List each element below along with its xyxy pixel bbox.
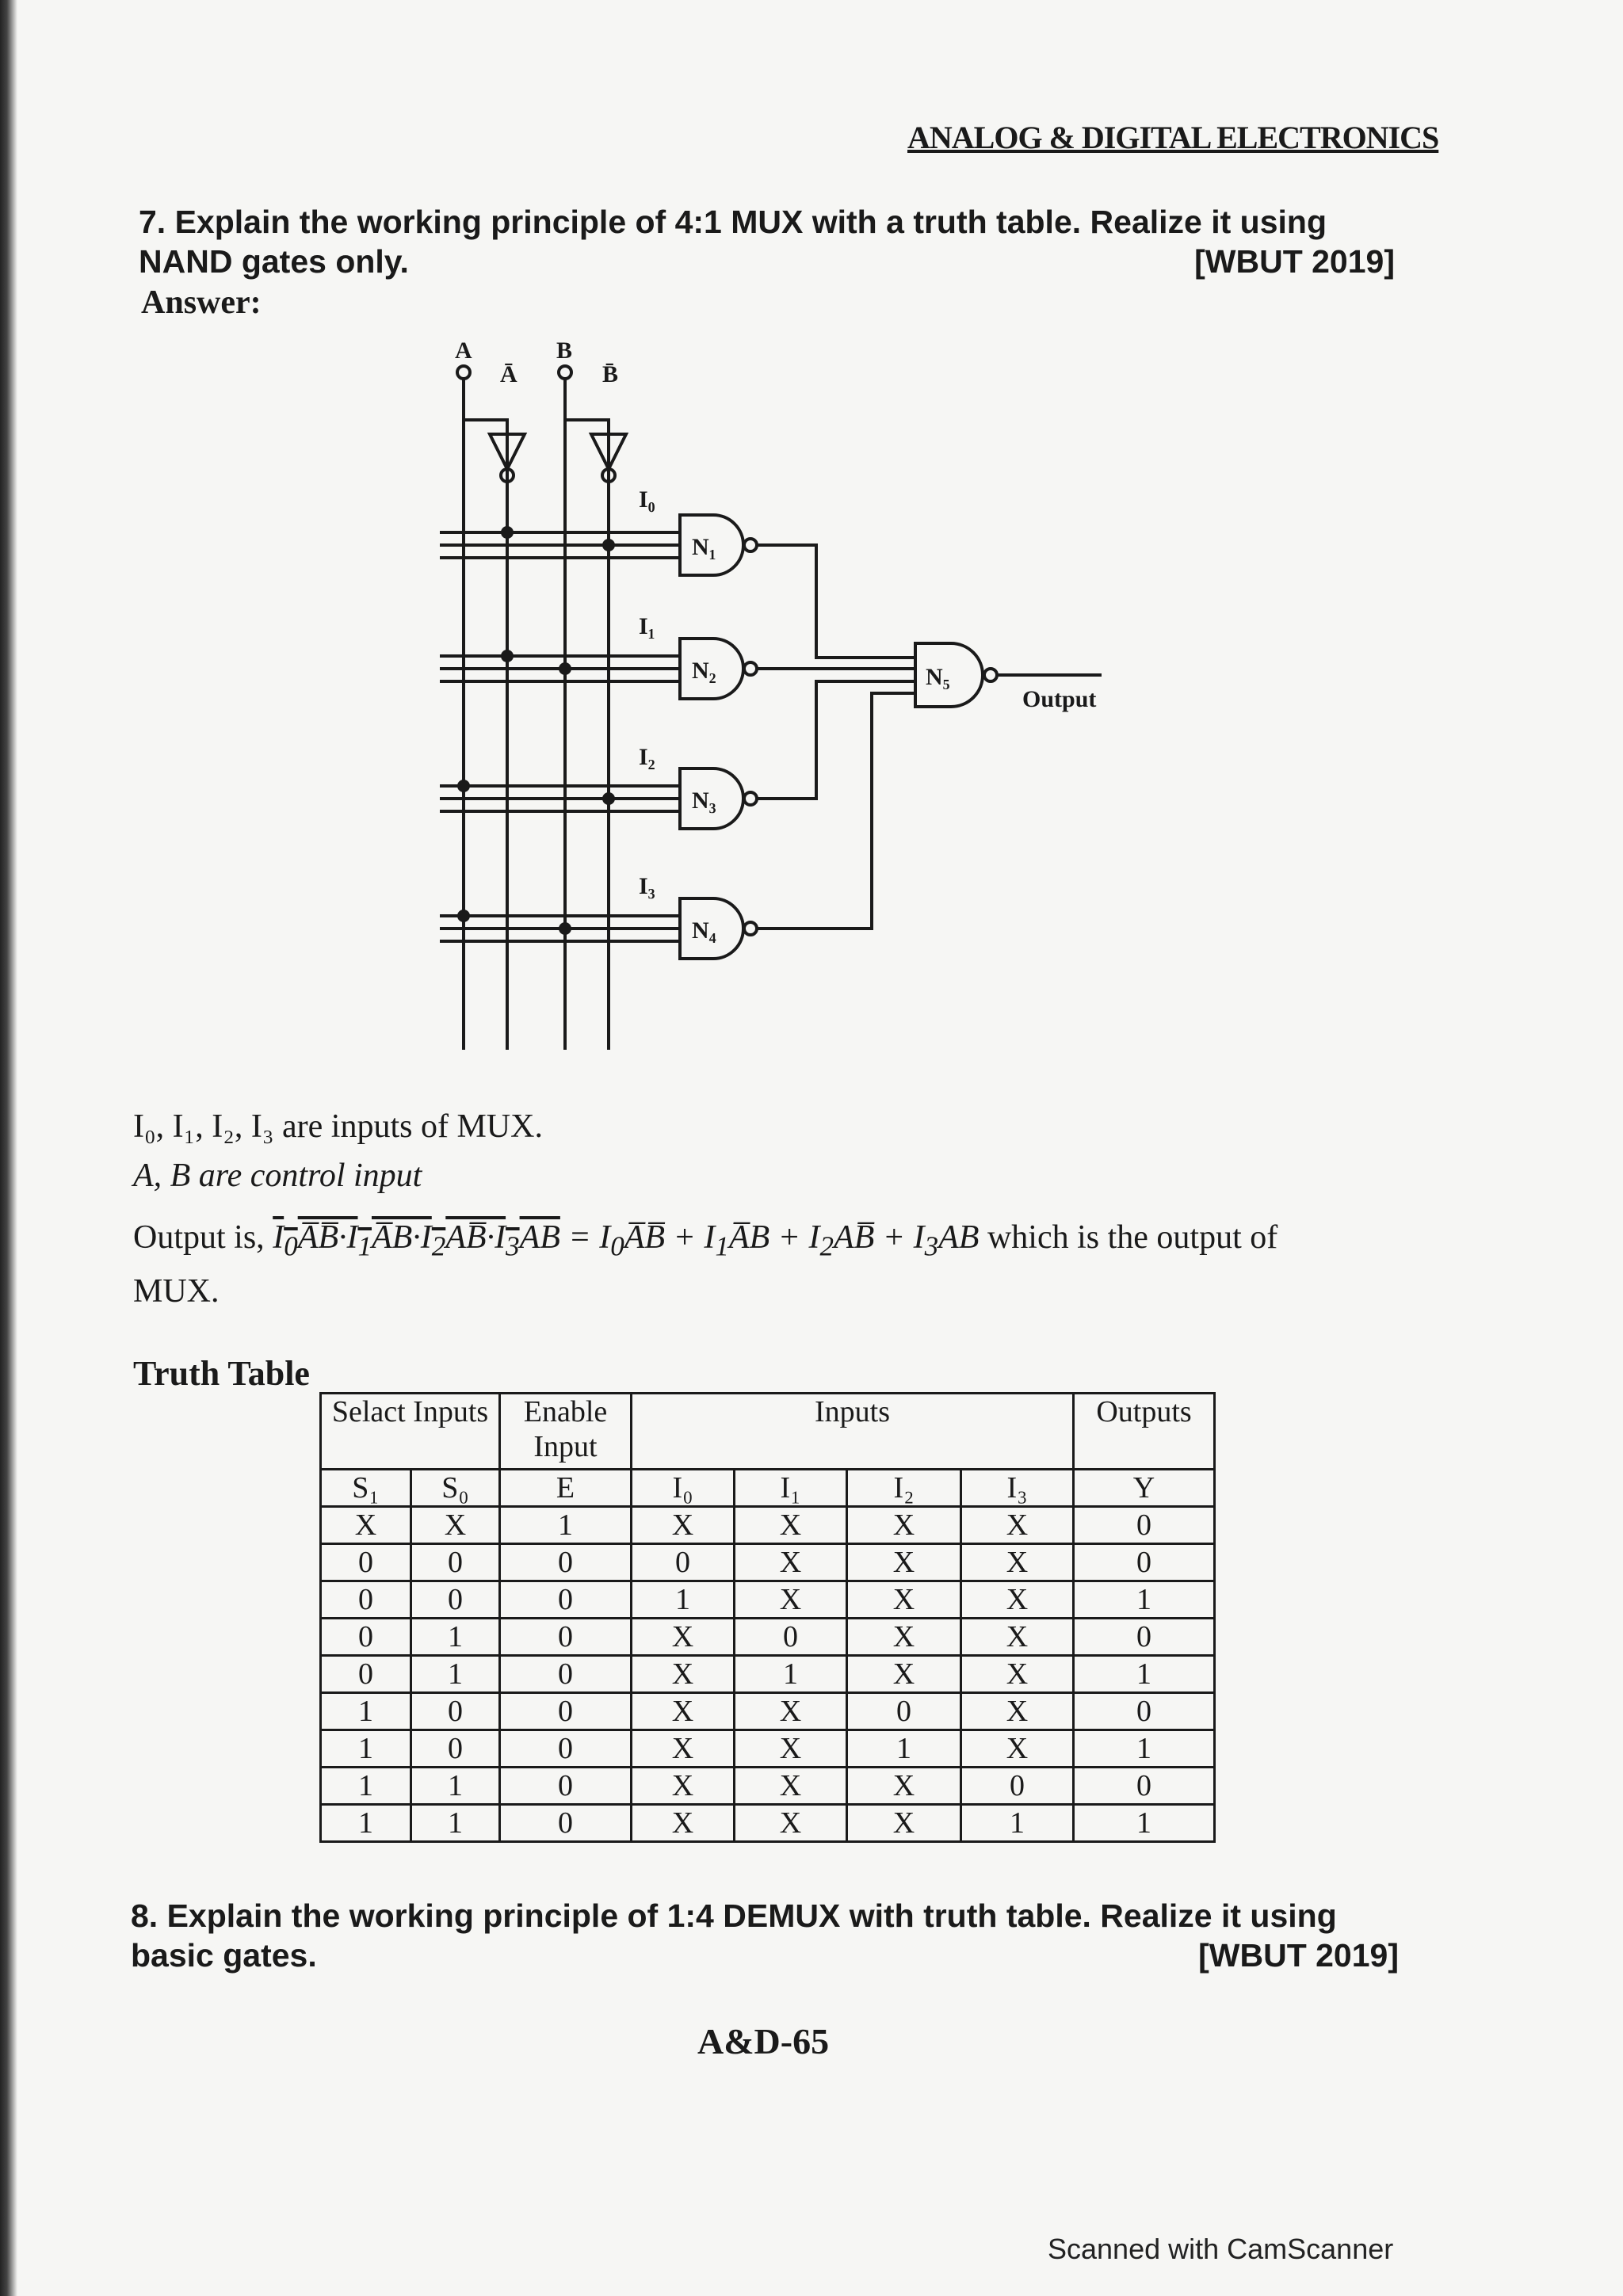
table-cell: 1 (1074, 1805, 1215, 1842)
truth-table (319, 1392, 1216, 1843)
label-i0: I₀ (639, 486, 655, 513)
truth-table-title: Truth Table (133, 1354, 310, 1393)
table-cell: X (411, 1507, 500, 1544)
output-formula: $I_0A̅B̅\cdot I_1A̅B\cdot I_2AB̅\cdot I_3AB$ = $I_0A̅B̅$ + $I_1A̅B$ + $I_2AB̅ + I_3AB$ (273, 1219, 980, 1262)
table-cell: X (961, 1656, 1074, 1693)
table-cell: X (735, 1581, 847, 1619)
table-cell: X (735, 1768, 847, 1805)
table-cell: 0 (321, 1619, 411, 1656)
table-cell: 0 (632, 1544, 735, 1581)
table-cell: X (961, 1730, 1074, 1768)
table-cell: 1 (411, 1619, 500, 1656)
label-a: A (455, 338, 472, 364)
question-7-line1: 7. Explain the working principle of 4:1 MUX with a truth table. Realize it using (139, 204, 1327, 240)
label-i3: I₃ (639, 873, 655, 899)
table-cell: X (847, 1507, 961, 1544)
table-cell: 0 (411, 1544, 500, 1581)
table-cell: 0 (321, 1656, 411, 1693)
col-i0: I₀ (632, 1470, 735, 1507)
table-cell: 0 (1074, 1693, 1215, 1730)
table-cell: 1 (411, 1656, 500, 1693)
table-row (321, 1730, 1215, 1768)
table-cell: 1 (1074, 1730, 1215, 1768)
table-cell: 1 (321, 1730, 411, 1768)
table-cell: X (321, 1507, 411, 1544)
text-output-line (133, 1219, 1401, 1262)
table-cell: 1 (847, 1730, 961, 1768)
table-cell: X (632, 1656, 735, 1693)
running-header: ANALOG & DIGITAL ELECTRONICS (907, 120, 1439, 155)
text-mux-line: MUX. (133, 1273, 220, 1310)
table-cell: 1 (632, 1581, 735, 1619)
table-cell: 0 (500, 1768, 632, 1805)
table-cell: 0 (500, 1693, 632, 1730)
label-b-bar: B̄ (602, 361, 619, 387)
table-row (321, 1693, 1215, 1730)
table-row (321, 1544, 1215, 1581)
table-cell: X (961, 1581, 1074, 1619)
label-n1: N₁ (692, 534, 716, 560)
table-cell: 0 (500, 1581, 632, 1619)
mux-circuit-diagram (0, 0, 1623, 1077)
table-cell: X (961, 1544, 1074, 1581)
table-cell: 1 (321, 1693, 411, 1730)
header-inputs: Inputs (632, 1394, 1074, 1470)
table-row (321, 1768, 1215, 1805)
table-cell: X (632, 1693, 735, 1730)
table-cell: 0 (411, 1581, 500, 1619)
table-cell: X (961, 1693, 1074, 1730)
table-cell: 1 (411, 1805, 500, 1842)
label-b: B (556, 338, 573, 364)
table-cell: 1 (1074, 1581, 1215, 1619)
table-cell: 0 (1074, 1544, 1215, 1581)
output-suffix: which is the output of (987, 1219, 1278, 1256)
answer-label: Answer: (141, 284, 262, 321)
table-cell: 1 (1074, 1656, 1215, 1693)
table-cell: X (847, 1805, 961, 1842)
table-row (321, 1619, 1215, 1656)
table-cell: 0 (500, 1730, 632, 1768)
label-n4: N₄ (692, 917, 716, 944)
table-cell: 1 (500, 1507, 632, 1544)
table-cell: 0 (321, 1544, 411, 1581)
table-cell: 0 (321, 1581, 411, 1619)
table-cell: X (735, 1507, 847, 1544)
table-cell: X (632, 1619, 735, 1656)
table-cell: X (847, 1544, 961, 1581)
text-inputs-line: I₀, I₁, I₂, I₃ are inputs of MUX. (133, 1108, 543, 1145)
table-cell: X (735, 1730, 847, 1768)
table-cell: 1 (735, 1656, 847, 1693)
header-enable-input: Enable Input (500, 1394, 632, 1470)
table-cell: 0 (500, 1544, 632, 1581)
label-n3: N₃ (692, 788, 716, 814)
scanner-watermark: Scanned with CamScanner (1048, 2233, 1394, 2265)
question-8-line2: basic gates. (131, 1937, 317, 1974)
table-cell: X (847, 1581, 961, 1619)
table-cell: X (735, 1805, 847, 1842)
text-control-line: A, B are control input (133, 1158, 422, 1194)
table-cell: X (735, 1544, 847, 1581)
table-cell: 0 (411, 1730, 500, 1768)
table-cell: 1 (321, 1805, 411, 1842)
table-cell: 0 (500, 1805, 632, 1842)
table-cell: 0 (1074, 1507, 1215, 1544)
table-cell: 1 (321, 1768, 411, 1805)
table-cell: X (632, 1507, 735, 1544)
col-y: Y (1074, 1470, 1215, 1507)
label-i1: I₁ (639, 613, 655, 639)
label-i2: I₂ (639, 744, 655, 770)
table-cell: 0 (847, 1693, 961, 1730)
col-i3: I₃ (961, 1470, 1074, 1507)
table-cell: X (632, 1730, 735, 1768)
table-cell: 1 (411, 1768, 500, 1805)
col-e: E (500, 1470, 632, 1507)
col-i1: I₁ (735, 1470, 847, 1507)
table-column-header-row (321, 1470, 1215, 1507)
question-8-ref: [WBUT 2019] (1198, 1937, 1399, 1974)
output-prefix: Output is, (133, 1219, 265, 1256)
label-a-bar: Ā (500, 361, 517, 387)
table-cell: X (632, 1805, 735, 1842)
page-number: A&D-65 (697, 2021, 830, 2061)
col-i2: I₂ (847, 1470, 961, 1507)
table-cell: 0 (500, 1619, 632, 1656)
table-cell: 0 (500, 1656, 632, 1693)
table-cell: 1 (961, 1805, 1074, 1842)
table-cell: X (961, 1619, 1074, 1656)
table-cell: X (961, 1507, 1074, 1544)
table-row (321, 1805, 1215, 1842)
table-cell: X (847, 1768, 961, 1805)
terminal-a (457, 366, 470, 379)
col-s0: S₀ (411, 1470, 500, 1507)
header-select-inputs: Selact Inputs (321, 1394, 500, 1470)
table-cell: 0 (411, 1693, 500, 1730)
question-7-ref: [WBUT 2019] (1194, 243, 1395, 280)
table-row (321, 1581, 1215, 1619)
table-cell: X (847, 1619, 961, 1656)
label-n5: N₅ (926, 664, 950, 690)
label-output: Output (1022, 686, 1097, 712)
table-cell: 0 (1074, 1768, 1215, 1805)
table-row (321, 1656, 1215, 1693)
table-cell: 0 (1074, 1619, 1215, 1656)
table-row (321, 1507, 1215, 1544)
table-cell: X (847, 1656, 961, 1693)
question-8-line1: 8. Explain the working principle of 1:4 DEMUX with truth table. Realize it using (131, 1897, 1337, 1934)
terminal-b (559, 366, 571, 379)
header-outputs: Outputs (1074, 1394, 1215, 1470)
table-cell: X (735, 1693, 847, 1730)
table-cell: 0 (961, 1768, 1074, 1805)
label-n2: N₂ (692, 658, 716, 684)
table-cell: X (632, 1768, 735, 1805)
question-8 (131, 1896, 1399, 1975)
question-7-line2: NAND gates only. (139, 243, 409, 280)
col-s1: S₁ (321, 1470, 411, 1507)
table-cell: 0 (735, 1619, 847, 1656)
